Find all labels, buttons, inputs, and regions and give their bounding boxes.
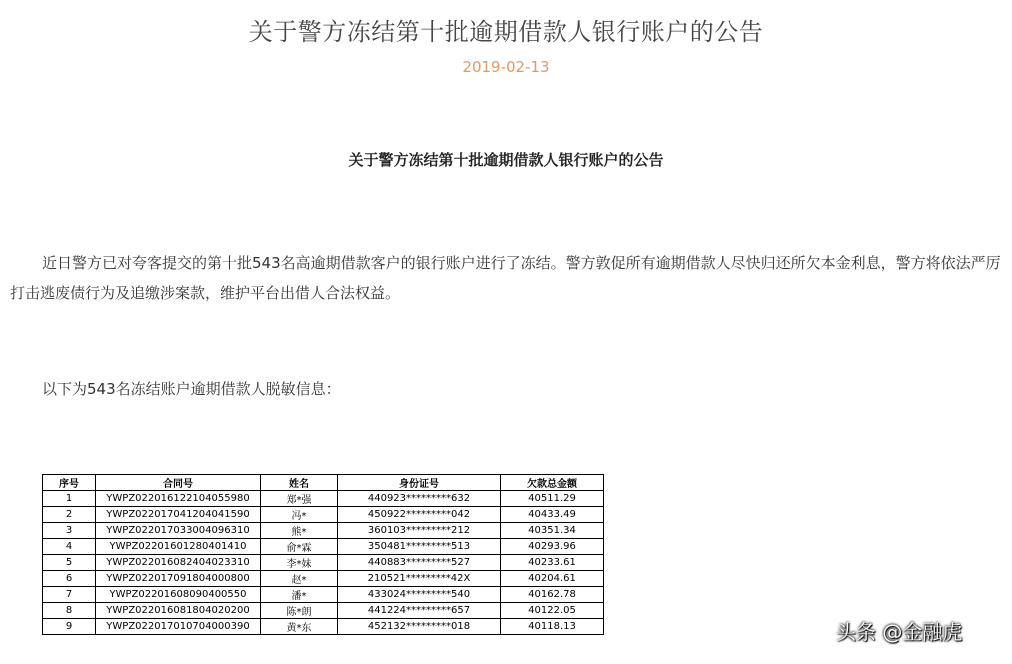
cell-amount: 40351.34 — [501, 523, 604, 539]
cell-id: 440883*********527 — [338, 555, 501, 571]
table-row — [43, 491, 604, 507]
table-row — [43, 571, 604, 587]
cell-id: 440923*********632 — [338, 491, 501, 507]
cell-id: 450922*********042 — [338, 507, 501, 523]
cell-amount: 40162.78 — [501, 587, 604, 603]
article-intro: 以下为543名冻结账户逾期借款人脱敏信息： — [42, 380, 341, 398]
cell-amount: 40122.05 — [501, 603, 604, 619]
table-row — [43, 507, 604, 523]
cell-name: 熊* — [261, 523, 338, 539]
cell-contract: YWPZ022016082404023310 — [96, 555, 261, 571]
cell-contract: YWPZ022016122104055980 — [96, 491, 261, 507]
cell-amount: 40204.61 — [501, 571, 604, 587]
cell-name: 俞*霖 — [261, 539, 338, 555]
page-title: 关于警方冻结第十批逾期借款人银行账户的公告 — [248, 18, 764, 46]
header-amount: 欠款总金额 — [501, 475, 604, 491]
cell-serial: 7 — [43, 587, 96, 603]
cell-contract: YWPZ022017041204041590 — [96, 507, 261, 523]
cell-id: 452132*********018 — [338, 619, 501, 635]
cell-serial: 4 — [43, 539, 96, 555]
cell-amount: 40511.29 — [501, 491, 604, 507]
cell-id: 210521*********42X — [338, 571, 501, 587]
header-id: 身份证号 — [338, 475, 501, 491]
header-serial: 序号 — [43, 475, 96, 491]
watermark: 头条 @金融虎 — [836, 620, 963, 644]
header-contract: 合同号 — [96, 475, 261, 491]
publish-date: 2019-02-13 — [462, 58, 550, 76]
cell-contract: YWPZ022016081804020200 — [96, 603, 261, 619]
cell-serial: 8 — [43, 603, 96, 619]
table-header-row — [43, 475, 604, 491]
cell-name: 潘* — [261, 587, 338, 603]
cell-contract: YWPZ022017010704000390 — [96, 619, 261, 635]
cell-name: 李*妹 — [261, 555, 338, 571]
table-row — [43, 603, 604, 619]
cell-contract: YWPZ02201601280401410 — [96, 539, 261, 555]
cell-amount: 40118.13 — [501, 619, 604, 635]
table-row — [43, 539, 604, 555]
cell-name: 赵* — [261, 571, 338, 587]
table-row — [43, 619, 604, 635]
cell-id: 441224*********657 — [338, 603, 501, 619]
cell-id: 433024*********540 — [338, 587, 501, 603]
cell-serial: 6 — [43, 571, 96, 587]
cell-amount: 40293.96 — [501, 539, 604, 555]
cell-id: 350481*********513 — [338, 539, 501, 555]
cell-name: 黄*东 — [261, 619, 338, 635]
cell-name: 陈*朗 — [261, 603, 338, 619]
table-row — [43, 555, 604, 571]
cell-id: 360103*********212 — [338, 523, 501, 539]
cell-serial: 2 — [43, 507, 96, 523]
cell-amount: 40233.61 — [501, 555, 604, 571]
header-name: 姓名 — [261, 475, 338, 491]
cell-serial: 9 — [43, 619, 96, 635]
table-row — [43, 587, 604, 603]
cell-name: 郑*强 — [261, 491, 338, 507]
cell-serial: 1 — [43, 491, 96, 507]
table-row — [43, 523, 604, 539]
debtor-table — [42, 474, 604, 635]
cell-serial: 5 — [43, 555, 96, 571]
article-paragraph: 近日警方已对夸客提交的第十批543名高逾期借款客户的银行账户进行了冻结。警方敦促所有逾期借款人尽快归还所欠本金利息，警方将依法严厉打击逃废债行为及追缴涉案款，维护平台出借人合法权益。 — [10, 254, 1001, 302]
cell-amount: 40433.49 — [501, 507, 604, 523]
cell-name: 冯* — [261, 507, 338, 523]
cell-contract: YWPZ022017091804000800 — [96, 571, 261, 587]
cell-contract: YWPZ022017033004096310 — [96, 523, 261, 539]
cell-serial: 3 — [43, 523, 96, 539]
article-subtitle: 关于警方冻结第十批逾期借款人银行账户的公告 — [348, 151, 664, 169]
cell-contract: YWPZ02201608090400550 — [96, 587, 261, 603]
